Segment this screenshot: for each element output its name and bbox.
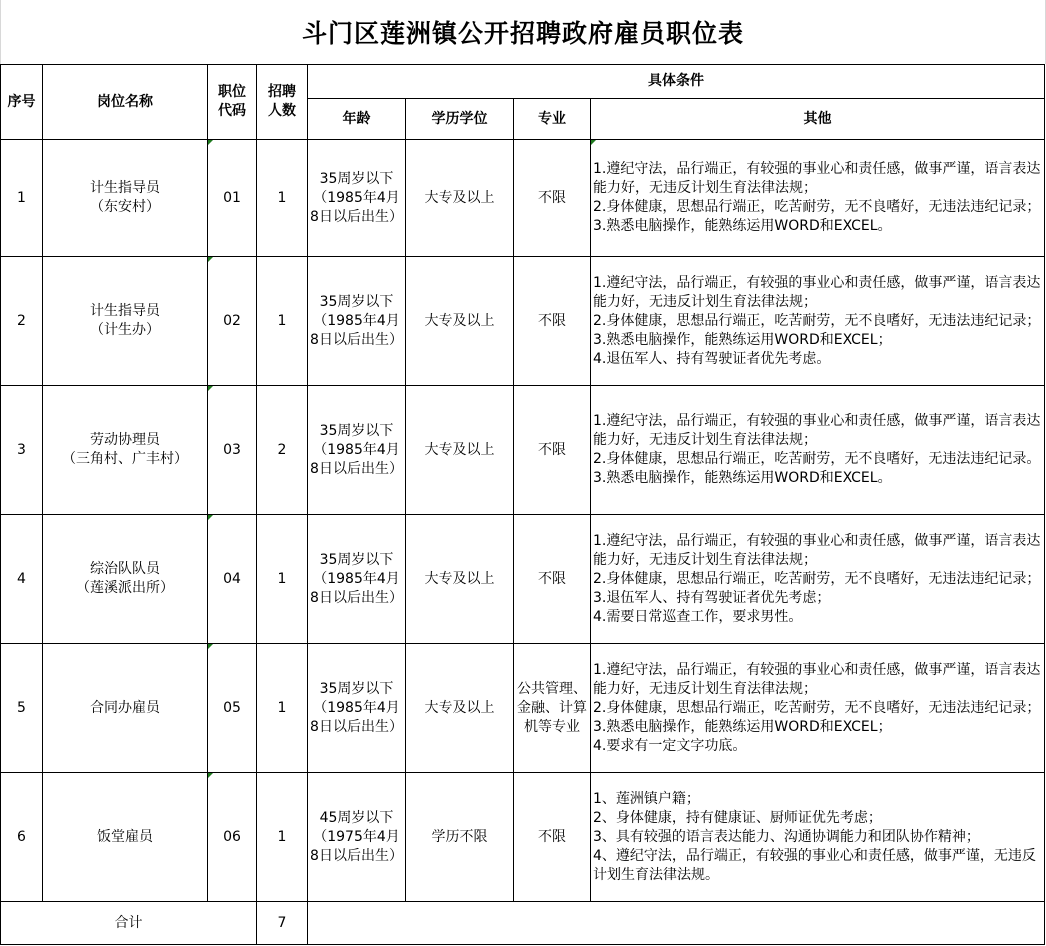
- requirement-item: 2.身体健康，思想品行端正，吃苦耐劳，无不良嗜好，无违法违纪记录；: [593, 199, 1041, 215]
- cell-seq: 1: [1, 140, 43, 257]
- cell-position-name: [43, 257, 208, 386]
- requirement-item: 2、身体健康，持有健康证、厨师证优先考虑；: [593, 809, 882, 826]
- requirement-item: 3.熟悉电脑操作，能熟练运用WORD和EXCEL。: [593, 218, 892, 234]
- cell-headcount: 1: [257, 515, 308, 644]
- cell-seq: 3: [1, 386, 43, 515]
- cell-position-code: 04: [208, 515, 257, 644]
- cell-position-name: [43, 773, 208, 902]
- cell-position-name: [43, 386, 208, 515]
- position-location: （东安村）: [90, 199, 160, 215]
- requirement-item: 4、遵纪守法，品行端正，有较强的事业心和责任感，做事严谨，无违反计划生育法律法规。: [593, 847, 1036, 883]
- cell-education: 大专及以上: [406, 257, 514, 386]
- position-location: （计生办）: [90, 322, 160, 338]
- cell-other: [591, 644, 1045, 773]
- position-location: （莲溪派出所）: [76, 580, 174, 596]
- header-position-code-line2: 代码: [218, 103, 246, 119]
- cell-position-code: 03: [208, 386, 257, 515]
- position-location: （三角村、广丰村）: [62, 451, 188, 467]
- cell-position-name: [43, 515, 208, 644]
- cell-age: 35周岁以下（1985年4月8日以后出生）: [308, 257, 406, 386]
- header-headcount-line2: 人数: [268, 103, 296, 119]
- table-row: [1, 515, 1045, 644]
- cell-headcount: 1: [257, 257, 308, 386]
- header-age: 年龄: [308, 99, 406, 140]
- cell-major: 不限: [514, 515, 591, 644]
- cell-major: 不限: [514, 773, 591, 902]
- cell-seq: 2: [1, 257, 43, 386]
- cell-education: 大专及以上: [406, 386, 514, 515]
- table-row: [1, 644, 1045, 773]
- cell-headcount: 1: [257, 773, 308, 902]
- position-name: 综治队队员: [90, 561, 160, 577]
- table-row: [1, 257, 1045, 386]
- header-headcount: [257, 65, 308, 140]
- requirement-item: 1.遵纪守法，品行端正，有较强的事业心和责任感，做事严谨，语言表达能力好，无违反计划生育法律法规；: [593, 161, 1041, 196]
- requirement-item: 3.熟悉电脑操作，能熟练运用WORD和EXCEL。: [593, 470, 892, 486]
- header-seq: 序号: [1, 65, 43, 140]
- table-row: [1, 773, 1045, 902]
- cell-age: 35周岁以下（1985年4月8日以后出生）: [308, 644, 406, 773]
- cell-other: [591, 140, 1045, 257]
- cell-age: 35周岁以下（1985年4月8日以后出生）: [308, 515, 406, 644]
- header-other: 其他: [591, 99, 1045, 140]
- requirement-item: 2.身体健康，思想品行端正，吃苦耐劳，无不良嗜好，无违法违纪记录。: [593, 451, 1041, 467]
- requirement-item: 1.遵纪守法，品行端正，有较强的事业心和责任感，做事严谨，语言表达能力好，无违反计划生育法律法规；: [593, 661, 1041, 697]
- header-conditions: 具体条件: [308, 65, 1045, 99]
- cell-other: [591, 515, 1045, 644]
- cell-other: [591, 257, 1045, 386]
- requirement-item: 2.身体健康，思想品行端正，吃苦耐劳，无不良嗜好，无违法违纪记录；: [593, 312, 1041, 329]
- requirement-item: 1.遵纪守法，品行端正，有较强的事业心和责任感，做事严谨，语言表达能力好，无违反计划生育法律法规；: [593, 413, 1041, 448]
- cell-position-code: 05: [208, 644, 257, 773]
- position-table: [0, 64, 1045, 945]
- position-name: 合同办雇员: [90, 699, 160, 716]
- cell-education: 大专及以上: [406, 644, 514, 773]
- total-row: [1, 902, 1045, 945]
- requirement-item: 1、莲洲镇户籍；: [593, 790, 700, 807]
- requirement-item: 3、具有较强的语言表达能力、沟通协调能力和团队协作精神；: [593, 828, 980, 845]
- requirement-item: 4.要求有一定文字功底。: [593, 737, 747, 754]
- header-headcount-line1: 招聘: [268, 84, 296, 100]
- header-position-name: 岗位名称: [43, 65, 208, 140]
- cell-major: 不限: [514, 140, 591, 257]
- cell-seq: 6: [1, 773, 43, 902]
- cell-age: 35周岁以下（1985年4月8日以后出生）: [308, 386, 406, 515]
- cell-age: 45周岁以下（1975年4月8日以后出生）: [308, 773, 406, 902]
- cell-position-name: [43, 140, 208, 257]
- requirement-item: 1.遵纪守法，品行端正，有较强的事业心和责任感，做事严谨，语言表达能力好，无违反计划生育法律法规；: [593, 274, 1041, 310]
- total-label: 合计: [1, 902, 257, 945]
- cell-education: 大专及以上: [406, 515, 514, 644]
- cell-education: 大专及以上: [406, 140, 514, 257]
- cell-headcount: 1: [257, 140, 308, 257]
- cell-other: [591, 773, 1045, 902]
- requirement-item: 3.退伍军人、持有驾驶证者优先考虑；: [593, 589, 831, 606]
- header-education: 学历学位: [406, 99, 514, 140]
- cell-seq: 5: [1, 644, 43, 773]
- cell-age: 35周岁以下（1985年4月8日以后出生）: [308, 140, 406, 257]
- table-row: [1, 140, 1045, 257]
- requirement-item: 4.退伍军人、持有驾驶证者优先考虑。: [593, 350, 831, 367]
- header-position-code: [208, 65, 257, 140]
- position-name: 计生指导员: [90, 180, 160, 196]
- header-position-code-line1: 职位: [218, 84, 246, 100]
- cell-headcount: 1: [257, 644, 308, 773]
- cell-other: [591, 386, 1045, 515]
- cell-position-name: [43, 644, 208, 773]
- cell-major: 不限: [514, 386, 591, 515]
- position-name: 计生指导员: [90, 303, 160, 319]
- requirement-item: 2.身体健康，思想品行端正，吃苦耐劳，无不良嗜好，无违法违纪记录；: [593, 699, 1041, 716]
- requirement-item: 3.熟悉电脑操作，能熟练运用WORD和EXCEL；: [593, 718, 892, 735]
- total-empty: [308, 902, 1045, 945]
- cell-major: 不限: [514, 257, 591, 386]
- cell-education: 学历不限: [406, 773, 514, 902]
- total-count: 7: [257, 902, 308, 945]
- position-name: 劳动协理员: [90, 432, 160, 448]
- requirement-item: 3.熟悉电脑操作，能熟练运用WORD和EXCEL；: [593, 331, 892, 348]
- cell-position-code: 01: [208, 140, 257, 257]
- header-major: 专业: [514, 99, 591, 140]
- table-row: [1, 386, 1045, 515]
- cell-position-code: 06: [208, 773, 257, 902]
- requirement-item: 2.身体健康，思想品行端正，吃苦耐劳，无不良嗜好，无违法违纪记录；: [593, 570, 1041, 587]
- cell-major: 公共管理、金融、计算机等专业: [514, 644, 591, 773]
- position-name: 饭堂雇员: [97, 828, 153, 845]
- cell-headcount: 2: [257, 386, 308, 515]
- requirement-item: 1.遵纪守法，品行端正，有较强的事业心和责任感，做事严谨，语言表达能力好，无违反计划生育法律法规；: [593, 532, 1041, 568]
- page-title: 斗门区莲洲镇公开招聘政府雇员职位表: [0, 0, 1046, 64]
- cell-position-code: 02: [208, 257, 257, 386]
- requirement-item: 4.需要日常巡查工作，要求男性。: [593, 608, 803, 625]
- header-row-1: [1, 65, 1045, 99]
- cell-seq: 4: [1, 515, 43, 644]
